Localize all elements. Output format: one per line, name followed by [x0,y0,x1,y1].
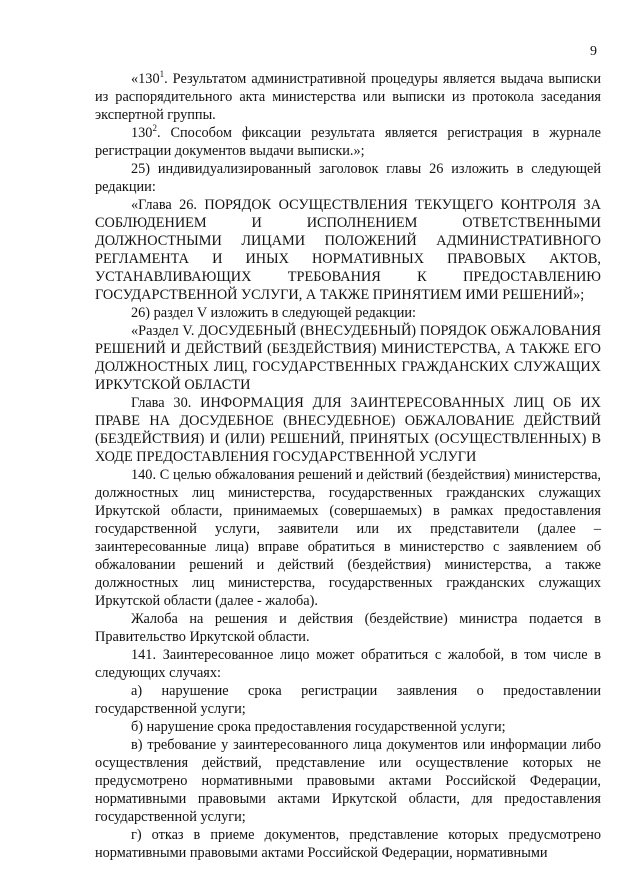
clause-text: . Способом фиксации результата является регистрация в журнале регистрации документов выдачи выписки.»; [95,125,601,159]
item-a: а) нарушение срока регистрации заявления о предоставлении государственной услуги; [95,683,601,717]
superscript: 1 [159,69,165,80]
paragraph-complaint-minister: Жалоба на решения и действия (бездействие) министра подается в Правительство Иркутской области. [95,611,601,645]
paragraph-130-2 [95,124,601,160]
chapter-26-heading: «Глава 26. ПОРЯДОК ОСУЩЕСТВЛЕНИЯ ТЕКУЩЕГО КОНТРОЛЯ ЗА СОБЛЮДЕНИЕМ И ИСПОЛНЕНИЕМ ОТВЕТСТВЕННЫМИ ДОЛЖНОСТНЫМИ ЛИЦАМИ ПОЛОЖЕНИЙ АДМИНИСТРАТИВНОГО РЕГЛАМЕНТА И ИНЫХ НОРМАТИВНЫХ ПРАВОВЫХ АКТОВ, УСТАНАВЛИВАЮЩИХ ТРЕБОВАНИЯ К ПРЕДОСТАВЛЕНИЮ ГОСУДАРСТВЕННОЙ УСЛУГИ, А ТАКЖЕ ПРИНЯТИЕМ ИМИ РЕШЕНИЙ»; [95,197,601,303]
item-b: б) нарушение срока предоставления государственной услуги; [131,719,506,735]
page-number: 9 [590,44,597,59]
item-v: в) требование у заинтересованного лица документов или информации либо осуществления действий, представление или осуществление которых не предусмотрено нормативными правовыми актами Российской Федерации, нормативными правовыми актами Иркутской области, для предоставления государственной услуги; [95,737,601,825]
section-5-heading: «Раздел V. ДОСУДЕБНЫЙ (ВНЕСУДЕБНЫЙ) ПОРЯДОК ОБЖАЛОВАНИЯ РЕШЕНИЙ И ДЕЙСТВИЙ (БЕЗДЕЙСТВИЯ) МИНИСТЕРСТВА, А ТАКЖЕ ЕГО ДОЛЖНОСТНЫХ ЛИЦ, ГОСУДАРСТВЕННЫХ ГРАЖДАНСКИХ СЛУЖАЩИХ ИРКУТСКОЙ ОБЛАСТИ [95,323,601,393]
paragraph-26: 26) раздел V изложить в следующей редакции: [131,305,417,321]
document-body [95,70,601,862]
clause-number: 130 [131,125,153,141]
superscript: 2 [152,123,157,134]
paragraph-130-1 [95,70,601,124]
paragraph-141: 141. Заинтересованное лицо может обратиться с жалобой, в том числе в следующих случаях: [95,647,601,681]
paragraph-25: 25) индивидуализированный заголовок главы 26 изложить в следующей редакции: [95,161,601,195]
clause-number: «130 [131,71,160,87]
item-g: г) отказ в приеме документов, представление которых предусмотрено нормативными правовыми актами Российской Федерации, нормативными [95,827,601,861]
chapter-30-heading: Глава 30. ИНФОРМАЦИЯ ДЛЯ ЗАИНТЕРЕСОВАННЫХ ЛИЦ ОБ ИХ ПРАВЕ НА ДОСУДЕБНОЕ (ВНЕСУДЕБНОЕ) ОБЖАЛОВАНИЕ ДЕЙСТВИЙ (БЕЗДЕЙСТВИЯ) И (ИЛИ) РЕШЕНИЙ, ПРИНЯТЫХ (ОСУЩЕСТВЛЕННЫХ) В ХОДЕ ПРЕДОСТАВЛЕНИЯ ГОСУДАРСТВЕННОЙ УСЛУГИ [95,395,601,465]
paragraph-140: 140. С целью обжалования решений и действий (бездействия) министерства, должностных лиц министерства, государственных гражданских служащих Иркутской области, принимаемых (совершаемых) в рамках предоставления государственной услуги, заявители или их представители (далее – заинтересованные лица) вправе обратиться в министерство с заявлением об обжаловании решений и действий (бездействия) министерства, а также должностных лиц министерства, государственных гражданских служащих Иркутской области (далее - жалоба). [95,467,601,609]
clause-text: . Результатом административной процедуры является выдача выписки из распорядительного акта министерства или выписки из протокола заседания экспертной группы. [95,71,601,123]
